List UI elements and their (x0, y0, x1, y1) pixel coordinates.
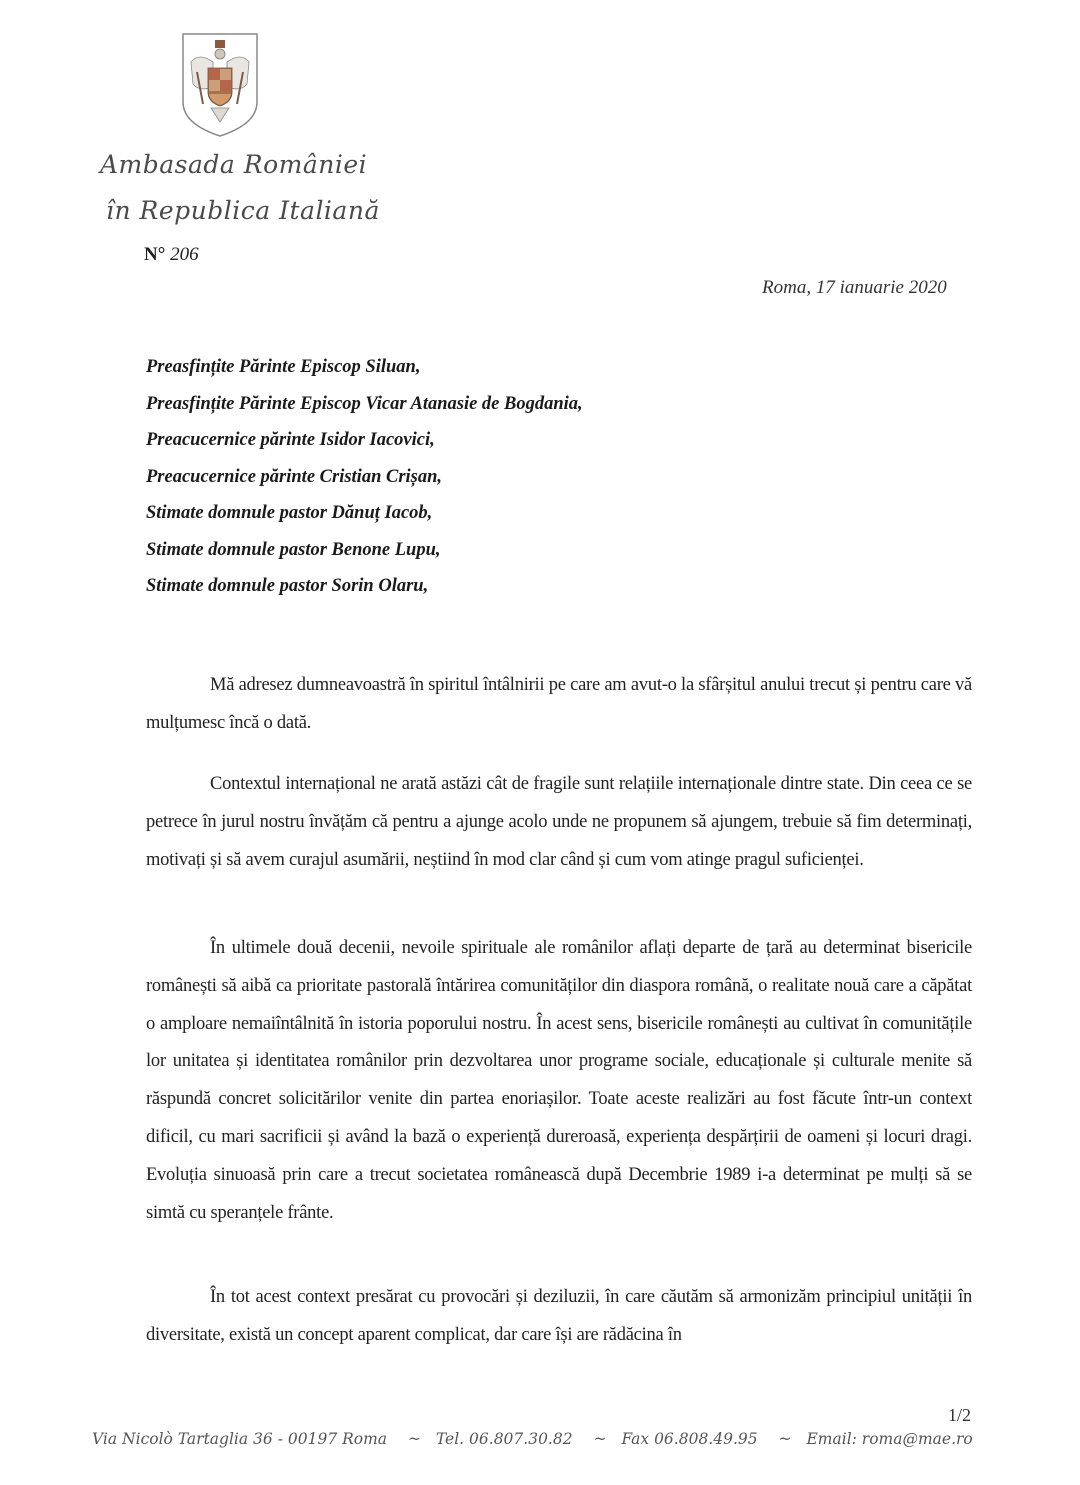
coat-of-arms-icon (181, 32, 259, 138)
footer-separator: ~ (778, 1430, 792, 1448)
salutation-line: Preacucernice părinte Cristian Crișan, (146, 466, 443, 487)
document-number (144, 244, 199, 266)
paragraph-text: Mă adresez dumneavoastră în spiritul întâlnirii pe care am avut-o la sfârșitul anului trecut și pentru care vă mulțumesc încă o dată. (146, 675, 972, 733)
footer-separator: ~ (407, 1430, 421, 1448)
salutation-line: Stimate domnule pastor Dănuț Iacob, (146, 503, 433, 523)
footer-address: Via Nicolò Tartaglia 36 - 00197 Roma (92, 1430, 388, 1448)
footer-fax: Fax 06.808.49.95 (621, 1430, 758, 1448)
document-number-value: 206 (170, 244, 199, 265)
salutation-line: Preacucernice părinte Isidor Iacovici, (146, 430, 435, 450)
embassy-country: în Republica Italiană (106, 196, 380, 225)
salutation-line: Stimate domnule pastor Sorin Olaru, (146, 576, 429, 596)
page-number: 1/2 (948, 1405, 972, 1425)
paragraph-3 (146, 930, 972, 1232)
footer-email: Email: roma@mae.ro (806, 1430, 973, 1448)
salutation-list (146, 349, 583, 605)
embassy-name: Ambasada României (100, 150, 368, 179)
letter-date: Roma, 17 ianuarie 2020 (762, 277, 947, 298)
paragraph-4 (146, 1279, 972, 1355)
paragraph-1 (146, 667, 972, 743)
document-number-label: N° (144, 244, 166, 265)
salutation-line: Preasfințite Părinte Episcop Vicar Atanasie de Bogdania, (146, 393, 583, 414)
salutation-line: Preasfințite Părinte Episcop Siluan, (146, 357, 421, 377)
salutation-line: Stimate domnule pastor Benone Lupu, (146, 539, 441, 560)
paragraph-text: Contextul internațional ne arată astăzi cât de fragile sunt relațiile internaționale dintre state. Din ceea ce se petrece în jurul nostru învățăm că pentru a ajunge acolo unde ne propunem să ajungem, trebuie să fim determinați, motivați și să avem curajul asumării, neștiind în mod clar când și cum vom atinge pragul suficienței. (146, 774, 972, 870)
footer-separator: ~ (593, 1430, 607, 1448)
footer-tel: Tel. 06.807.30.82 (435, 1430, 573, 1448)
paragraph-2 (146, 766, 972, 879)
footer-contact (92, 1430, 979, 1448)
paragraph-text: În tot acest context presărat cu provocări și deziluzii, în care căutăm să armonizăm principiul unității în diversitate, există un concept aparent complicat, dar care își are rădăcina în (146, 1287, 972, 1345)
paragraph-text: În ultimele două decenii, nevoile spirituale ale românilor aflați departe de țară au determinat bisericile românești să aibă ca prioritate pastorală întărirea comunităților din diaspora română, o realitate nouă care a căpătat o amploare nemaiîntâlnită în istoria poporului nostru. În acest sens, bisericile românești au cultivat în comunitățile lor unitatea și identitatea românilor prin dezvoltarea unor programe sociale, educaționale și culturale menite să răspundă concret solicitărilor venite din partea enoriașilor. Toate aceste realizări au fost făcute într-un context dificil, cu mari sacrificii și având la bază o experiență dureroasă, experiența despărțirii de oameni și locuri dragi. Evoluția sinuoasă prin care a trecut societatea românească după Decembrie 1989 i-a determinat pe mulți să se simtă cu speranțele frânte. (146, 938, 972, 1223)
